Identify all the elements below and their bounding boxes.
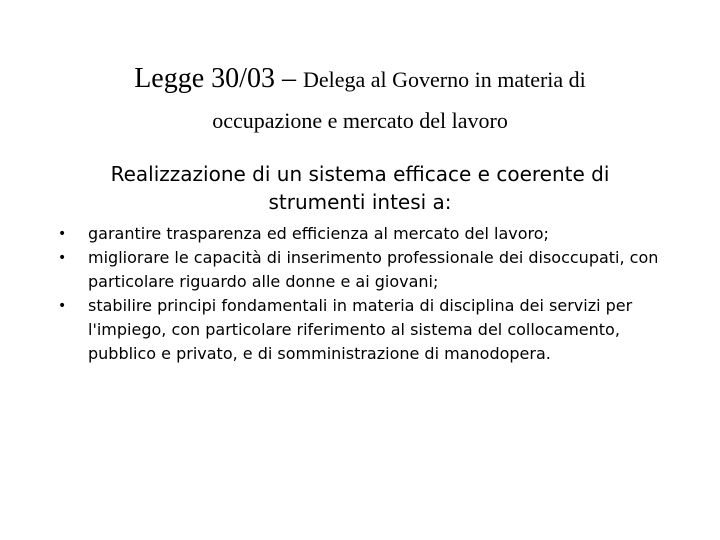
subtitle-line-1: Realizzazione di un sistema efficace e coerente di bbox=[110, 162, 610, 186]
bullet-text: garantire trasparenza ed efficienza al mercato del lavoro; bbox=[88, 224, 549, 243]
subtitle-line-2: strumenti intesi a: bbox=[268, 190, 452, 214]
bullet-item bbox=[58, 246, 678, 294]
title-description: Delega al Governo in materia di bbox=[302, 67, 586, 92]
bullet-list bbox=[58, 222, 678, 366]
bullet-marker: • bbox=[58, 226, 67, 242]
bullet-text: migliorare le capacità di inserimento professionale dei disoccupati, con particolare riguardo alle donne e ai giovani; bbox=[88, 248, 659, 291]
slide-subtitle bbox=[40, 160, 680, 216]
title-law-reference: Legge 30/03 – bbox=[134, 63, 303, 94]
slide-title bbox=[40, 60, 680, 140]
bullet-item bbox=[58, 294, 678, 366]
bullet-marker: • bbox=[58, 298, 67, 314]
title-line-2: occupazione e mercato del lavoro bbox=[212, 108, 508, 133]
title-line-1 bbox=[40, 60, 680, 102]
bullet-item bbox=[58, 222, 678, 246]
bullet-text: stabilire principi fondamentali in materia di disciplina dei servizi per l'impiego, con particolare riferimento al sistema del collocamento, pubblico e privato, e di somministrazione di manodopera. bbox=[88, 296, 633, 363]
bullet-marker: • bbox=[58, 250, 67, 266]
